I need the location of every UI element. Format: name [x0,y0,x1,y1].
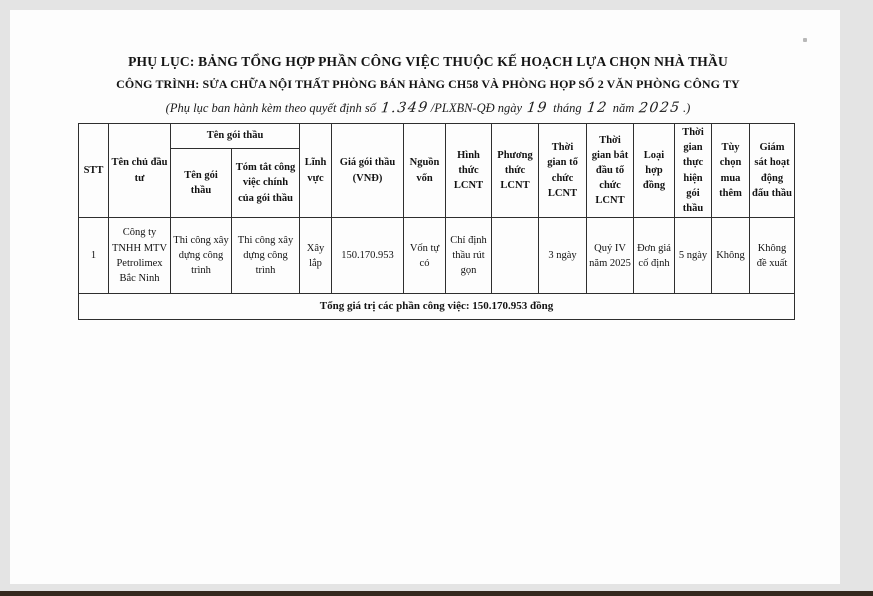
cell-ten-chu-dau-tu: Công ty TNHH MTV Petrolimex Bắc Ninh [109,218,171,294]
project-title: CÔNG TRÌNH: SỬA CHỮA NỘI THẤT PHÒNG BÁN HÀNG CH58 VÀ PHÒNG HỌP SỐ 2 VĂN PHÒNG CÔNG TY [116,77,740,91]
scan-edge-bar [0,591,873,596]
col-header-ten-goi-thau-group: Tên gói thầu [171,124,300,149]
decree-suffix: .) [683,101,691,115]
cell-thoi-gian-thuc-hien: 5 ngày [675,218,712,294]
total-row [79,294,795,320]
cell-tom-tat: Thi công xây dựng công trình [232,218,300,294]
cell-tuy-chon-mua-them: Không [712,218,750,294]
col-header-tom-tat: Tóm tắt công việc chính của gói thầu [232,148,300,218]
decree-day-handwritten: 19 [526,99,550,117]
cell-giam-sat: Không đề xuất [750,218,795,294]
decree-year-label: năm [609,101,638,115]
col-header-stt: STT [79,124,109,218]
cell-linh-vuc: Xây lắp [300,218,332,294]
table-row [79,218,795,294]
col-header-phuong-thuc-lcnt: Phương thức LCNT [492,124,539,218]
decree-month-label: tháng [550,101,585,115]
scan-artifact [803,38,807,42]
cell-loai-hop-dong: Đơn giá cố định [634,218,675,294]
col-header-gia-goi-thau: Giá gói thầu (VNĐ) [332,124,404,218]
decree-line [68,100,788,116]
col-header-ten-goi-thau: Tên gói thầu [171,148,232,218]
col-header-loai-hop-dong: Loại hợp đồng [634,124,675,218]
document-page [10,10,840,584]
decree-year-handwritten: 2025 [638,99,683,117]
col-header-thoi-gian-bat-dau: Thời gian bắt đầu tổ chức LCNT [587,124,634,218]
procurement-plan-table [78,123,795,320]
decree-number-handwritten: 1.349 [380,99,430,117]
title-block [68,54,788,116]
cell-hinh-thuc-lcnt: Chỉ định thầu rút gọn [446,218,492,294]
cell-thoi-gian-to-chuc: 3 ngày [539,218,587,294]
col-header-giam-sat: Giám sát hoạt động đấu thầu [750,124,795,218]
decree-month-handwritten: 12 [585,99,609,117]
cell-nguon-von: Vốn tự có [404,218,446,294]
cell-stt: 1 [79,218,109,294]
decree-prefix: (Phụ lục ban hành kèm theo quyết định số [165,101,380,115]
col-header-thoi-gian-to-chuc: Thời gian tổ chức LCNT [539,124,587,218]
decree-mid: /PLXBN-QĐ ngày [430,101,526,115]
col-header-thoi-gian-thuc-hien: Thời gian thực hiện gói thầu [675,124,712,218]
cell-phuong-thuc-lcnt [492,218,539,294]
col-header-linh-vuc: Lĩnh vực [300,124,332,218]
col-header-hinh-thuc-lcnt: Hình thức LCNT [446,124,492,218]
col-header-tuy-chon-mua-them: Tùy chọn mua thêm [712,124,750,218]
col-header-nguon-von: Nguồn vốn [404,124,446,218]
cell-ten-goi-thau: Thi công xây dựng công trình [171,218,232,294]
total-value-text: Tổng giá trị các phần công việc: 150.170.953 đồng [79,294,795,320]
header-row-group [79,124,795,149]
page-title: PHỤ LỤC: BẢNG TỔNG HỢP PHẦN CÔNG VIỆC THUỘC KẾ HOẠCH LỰA CHỌN NHÀ THẦU [128,54,728,69]
cell-gia-goi-thau: 150.170.953 [332,218,404,294]
cell-thoi-gian-bat-dau: Quý IV năm 2025 [587,218,634,294]
col-header-ten-chu-dau-tu: Tên chủ đầu tư [109,124,171,218]
